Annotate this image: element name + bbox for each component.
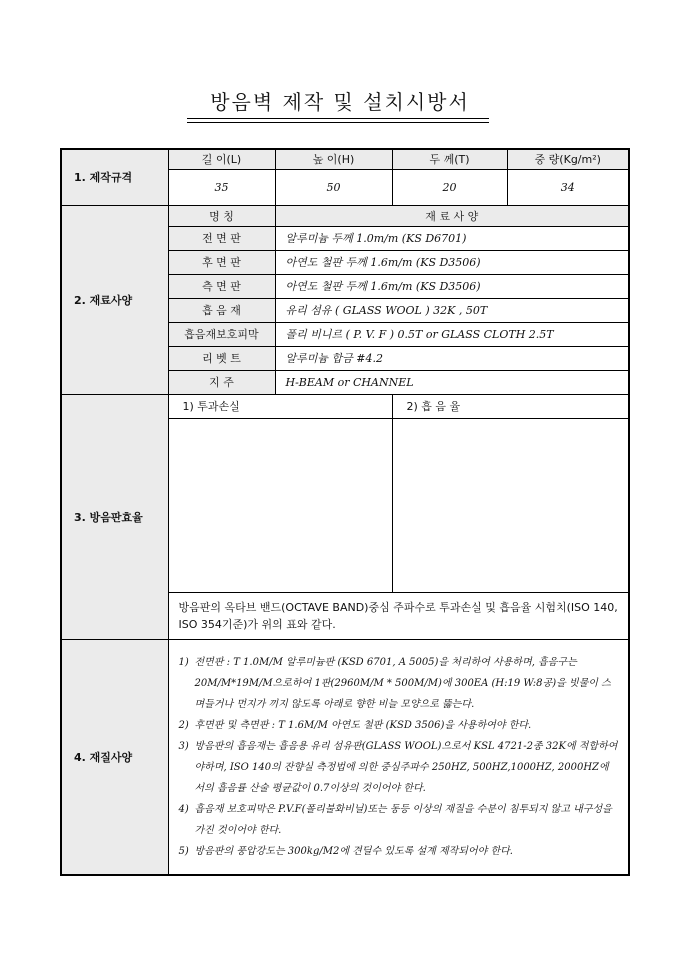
dim-header-height: 높 이(H)	[275, 149, 392, 169]
absorption-rate-area	[392, 418, 629, 592]
material-name: 흡 음 재	[168, 298, 275, 322]
material-spec: 알루미늄 합금 #4.2	[275, 346, 629, 370]
section-dimensions-label: 1. 제작규격	[61, 149, 168, 205]
section-requirements-label: 4. 재질사양	[61, 639, 168, 875]
title-underline-2	[187, 122, 489, 123]
material-name: 전 면 판	[168, 226, 275, 250]
list-item: 3) 방음판의 흡음재는 흡음용 유리 섬유판(GLASS WOOL)으로서 KSL 4721-2종 32K에 적합하여야하며, ISO 140의 잔향실 측정법에 의한 중심주파수 250HZ, 500HZ,1000HZ, 2000HZ에서의 흡음률 산술 평균값이 0.7이상의 것이어야 한다.	[178, 740, 618, 794]
list-item: 5) 방음판의 풍압강도는 300kg/M2에 견딜수 있도록 설계 제작되어야 한다.	[178, 845, 513, 857]
requirements-cell	[168, 639, 629, 875]
material-name: 흡음재보호피막	[168, 322, 275, 346]
section-materials-label: 2. 재료사양	[61, 205, 168, 394]
title-underline	[187, 118, 489, 119]
page-title: 방음벽 제작 및 설치시방서	[210, 90, 470, 114]
list-item: 1) 전면판 : T 1.0M/M 알루미늄판 (KSD 6701, A 5005)을 처리하여 사용하며, 흡음구는 20M/M*19M/M으로하여 1판(2960M/M * 500M/M)에 300EA (H:19 W:8공)을 빗물이 스며들거나 먼지가 끼지 않도록 아래로 향한 비늘 모양으로 뚫는다.	[178, 656, 611, 710]
materials-header-spec: 재 료 사 양	[275, 205, 629, 226]
efficiency-note: 방음판의 옥타브 밴드(OCTAVE BAND)중심 주파수로 투과손실 및 흡음율 시험치(ISO 140, ISO 354기준)가 위의 표와 같다.	[168, 592, 629, 639]
section-efficiency-label: 3. 방음판효율	[61, 394, 168, 639]
dim-header-weight: 중 량(Kg/m²)	[507, 149, 629, 169]
dim-value-thickness: 20	[392, 169, 507, 205]
list-item: 4) 흡음재 보호피막은 P.V.F(폴리불화비닐)또는 동등 이상의 재질을 수분이 침투되지 않고 내구성을 가진 것이어야 한다.	[178, 803, 612, 836]
transmission-loss-area	[168, 418, 392, 592]
dim-value-weight: 34	[507, 169, 629, 205]
list-item: 2) 후면판 및 측면판 : T 1.6M/M 아연도 철판 (KSD 3506)을 사용하여야 한다.	[178, 719, 532, 731]
dim-header-length: 길 이(L)	[168, 149, 275, 169]
material-spec: 아연도 철판 두께 1.6m/m (KS D3506)	[275, 274, 629, 298]
material-spec: H-BEAM or CHANNEL	[275, 370, 629, 394]
material-spec: 알루미늄 두께 1.0m/m (KS D6701)	[275, 226, 629, 250]
absorption-rate-header: 2) 흡 음 율	[392, 394, 629, 418]
material-spec: 유리 섬유 ( GLASS WOOL ) 32K , 50T	[275, 298, 629, 322]
material-name: 측 면 판	[168, 274, 275, 298]
spec-table	[60, 148, 630, 876]
material-name: 지 주	[168, 370, 275, 394]
requirements-list	[179, 652, 619, 862]
dim-header-thickness: 두 께(T)	[392, 149, 507, 169]
transmission-loss-header: 1) 투과손실	[168, 394, 392, 418]
dim-value-length: 35	[168, 169, 275, 205]
materials-header-name: 명 칭	[168, 205, 275, 226]
material-name: 후 면 판	[168, 250, 275, 274]
dim-value-height: 50	[275, 169, 392, 205]
material-name: 리 벳 트	[168, 346, 275, 370]
material-spec: 아연도 철판 두께 1.6m/m (KS D3506)	[275, 250, 629, 274]
material-spec: 폴리 비니르 ( P. V. F ) 0.5T or GLASS CLOTH 2.5T	[275, 322, 629, 346]
